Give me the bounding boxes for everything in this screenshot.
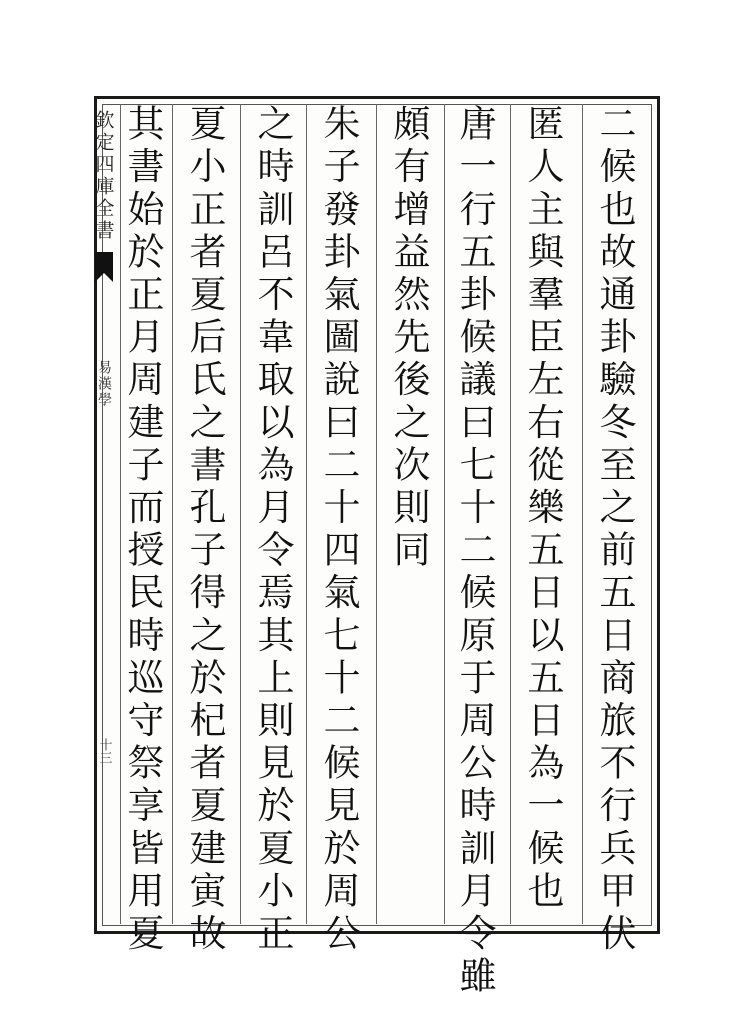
column-rule [240, 104, 241, 924]
fishtail-mark-icon [95, 252, 113, 282]
book-title: 欽定四庫全書 [92, 110, 115, 242]
text-column-8: 其書始於正月周建子而授民時巡守祭享皆用夏 [121, 104, 164, 956]
text-column-3: 唐一行五卦候議曰七十二候原于周公時訓月令雖 [453, 104, 496, 999]
column-rule [510, 104, 511, 924]
column-rule [444, 104, 445, 924]
column-rule [306, 104, 307, 924]
text-column-1: 二候也故通卦驗冬至之前五日商旅不行兵甲伏 [593, 104, 636, 956]
text-column-7: 夏小正者夏后氏之書孔子得之於杞者夏建寅故 [183, 104, 226, 956]
text-column-5: 朱子發卦氣圖說曰二十四氣七十二候見於周公 [317, 104, 360, 956]
page-frame [94, 96, 660, 999]
page-gutter [94, 96, 114, 934]
page-number: 十三 [96, 738, 112, 764]
text-column-6: 之時訓呂不韋取以為月令焉其上則見於夏小正 [251, 104, 294, 956]
text-column-4: 頗有增益然先後之次則同 [387, 104, 430, 573]
column-rule [582, 104, 583, 924]
column-rule [376, 104, 377, 924]
column-rule [172, 104, 173, 924]
section-title: 易漢學 [96, 360, 112, 408]
text-column-2: 匿人主與羣臣左右從樂五日以五日為一候也 [521, 104, 564, 914]
